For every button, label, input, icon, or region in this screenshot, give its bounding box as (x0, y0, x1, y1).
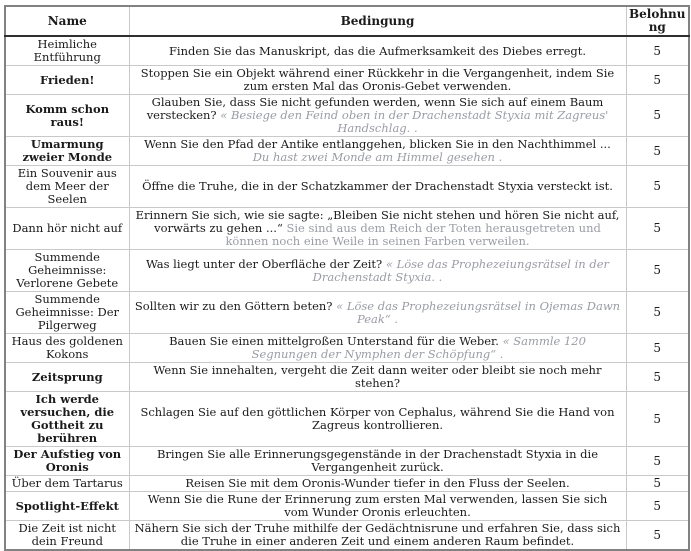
reward-cell: 5 (626, 447, 689, 476)
condition-cell (129, 137, 626, 166)
table-row (5, 334, 689, 363)
table-row (5, 137, 689, 166)
condition-cell (129, 521, 626, 551)
condition-text: Erinnern Sie sich, wie sie sagte: „Bleiben Sie nicht stehen und hören Sie nicht auf, vorwärts zu gehen ...“ (135, 208, 620, 235)
table-row (5, 66, 689, 95)
condition-text: Stoppen Sie ein Objekt während einer Rückkehr in die Vergangenheit, indem Sie zum ersten Mal das Oronis-Gebet verwenden. (140, 66, 615, 93)
condition-text: Nähern Sie sich der Truhe mithilfe der Gedächtnisrune und erfahren Sie, dass sich die Truhe in einer anderen Zeit und einem anderen Raum befindet. (134, 521, 621, 548)
condition-cell (129, 334, 626, 363)
condition-cell (129, 447, 626, 476)
condition-text: Wenn Sie innehalten, vergeht die Zeit dann weiter oder bleibt sie noch mehr stehen? (153, 363, 602, 390)
name-cell: Heimliche Entführung (5, 36, 129, 66)
reward-cell: 5 (626, 292, 689, 334)
table-row (5, 250, 689, 292)
condition-text: Wenn Sie den Pfad der Antike entlanggehen, blicken Sie in den Nachthimmel ... (144, 137, 611, 151)
condition-cell (129, 392, 626, 447)
condition-hint-text: « Löse das Prophezeiungsrätsel in Ojemas Dawn Peak“ . (336, 298, 621, 326)
condition-cell (129, 166, 626, 208)
table-row (5, 208, 689, 250)
table-row (5, 492, 689, 521)
name-cell: Ich werde versuchen, die Gottheit zu berühren (5, 392, 129, 447)
name-cell: Der Aufstieg von Oronis (5, 447, 129, 476)
condition-cell (129, 492, 626, 521)
reward-cell: 5 (626, 66, 689, 95)
reward-cell: 5 (626, 36, 689, 66)
condition-cell (129, 292, 626, 334)
condition-text: Reisen Sie mit dem Oronis-Wunder tiefer in den Fluss der Seelen. (185, 476, 570, 490)
reward-cell: 5 (626, 363, 689, 392)
name-cell: Ein Souvenir aus dem Meer der Seelen (5, 166, 129, 208)
table-row (5, 292, 689, 334)
name-cell: Zeitsprung (5, 363, 129, 392)
condition-cell (129, 66, 626, 95)
condition-hint-text: « Besiege den Feind oben in der Drachenstadt Styxia mit Zagreus' Handschlag. . (220, 108, 609, 135)
column-header-name: Name (5, 6, 129, 36)
name-cell: Dann hör nicht auf (5, 208, 129, 250)
condition-cell (129, 36, 626, 66)
condition-cell (129, 363, 626, 392)
condition-cell (129, 208, 626, 250)
name-cell: Summende Geheimnisse: Verlorene Gebete (5, 250, 129, 292)
condition-text: Öffne die Truhe, die in der Schatzkammer der Drachenstadt Styxia versteckt ist. (142, 179, 613, 193)
condition-hint-text: « Sammle 120 Segnungen der Nymphen der Schöpfung“ . (251, 334, 586, 361)
name-cell: Summende Geheimnisse: Der Pilgerweg (5, 292, 129, 334)
table-row (5, 166, 689, 208)
condition-text: Schlagen Sie auf den göttlichen Körper von Cephalus, während Sie die Hand von Zagreus kontrollieren. (140, 405, 615, 432)
reward-cell: 5 (626, 392, 689, 447)
table-row (5, 521, 689, 551)
reward-cell: 5 (626, 250, 689, 292)
reward-cell: 5 (626, 476, 689, 492)
condition-hint-text: Du hast zwei Monde am Himmel gesehen . (252, 150, 503, 164)
reward-cell: 5 (626, 521, 689, 551)
table-row (5, 447, 689, 476)
table-row (5, 363, 689, 392)
column-header-condition: Bedingung (129, 6, 626, 36)
table-row (5, 476, 689, 492)
condition-text: Finden Sie das Manuskript, das die Aufmerksamkeit des Diebes erregt. (168, 43, 587, 58)
column-header-reward: Belohnung (626, 6, 689, 36)
reward-cell: 5 (626, 208, 689, 250)
condition-text: Was liegt unter der Oberfläche der Zeit? (145, 256, 386, 271)
name-cell: Die Zeit ist nicht dein Freund (5, 521, 129, 551)
condition-hint-text: « Löse das Prophezeiungsrätsel in der Drachenstadt Styxia. . (312, 256, 610, 284)
condition-text: Bauen Sie einen mittelgroßen Unterstand für die Weber. (169, 334, 503, 348)
reward-cell: 5 (626, 166, 689, 208)
name-cell: Spotlight-Effekt (5, 492, 129, 521)
table-row (5, 95, 689, 137)
condition-cell (129, 476, 626, 492)
name-cell: Umarmung zweier Monde (5, 137, 129, 166)
condition-text: Glauben Sie, dass Sie nicht gefunden werden, wenn Sie sich auf einem Baum verstecken? (146, 95, 604, 122)
condition-text: Wenn Sie die Rune der Erinnerung zum ersten Mal verwenden, lassen Sie sich vom Wunder Oronis erleuchten. (147, 492, 608, 519)
reward-cell: 5 (626, 334, 689, 363)
rewards-table (4, 5, 690, 551)
name-cell: Über dem Tartarus (5, 476, 129, 492)
table-header-row (5, 6, 689, 36)
reward-cell: 5 (626, 137, 689, 166)
reward-cell: 5 (626, 95, 689, 137)
condition-text: Sollten wir zu den Göttern beten? (134, 298, 337, 313)
table-row (5, 36, 689, 66)
table-row (5, 392, 689, 447)
condition-cell (129, 250, 626, 292)
table-body (5, 36, 689, 550)
condition-hint-text: Sie sind aus dem Reich der Toten herausgetreten und können noch eine Weile in seinen Farben verweilen. (225, 221, 601, 248)
condition-text: Bringen Sie alle Erinnerungsgegenstände in der Drachenstadt Styxia in die Vergangenheit zurück. (156, 447, 599, 474)
name-cell: Haus des goldenen Kokons (5, 334, 129, 363)
name-cell: Komm schon raus! (5, 95, 129, 137)
name-cell: Frieden! (5, 66, 129, 95)
reward-cell: 5 (626, 492, 689, 521)
condition-cell (129, 95, 626, 137)
